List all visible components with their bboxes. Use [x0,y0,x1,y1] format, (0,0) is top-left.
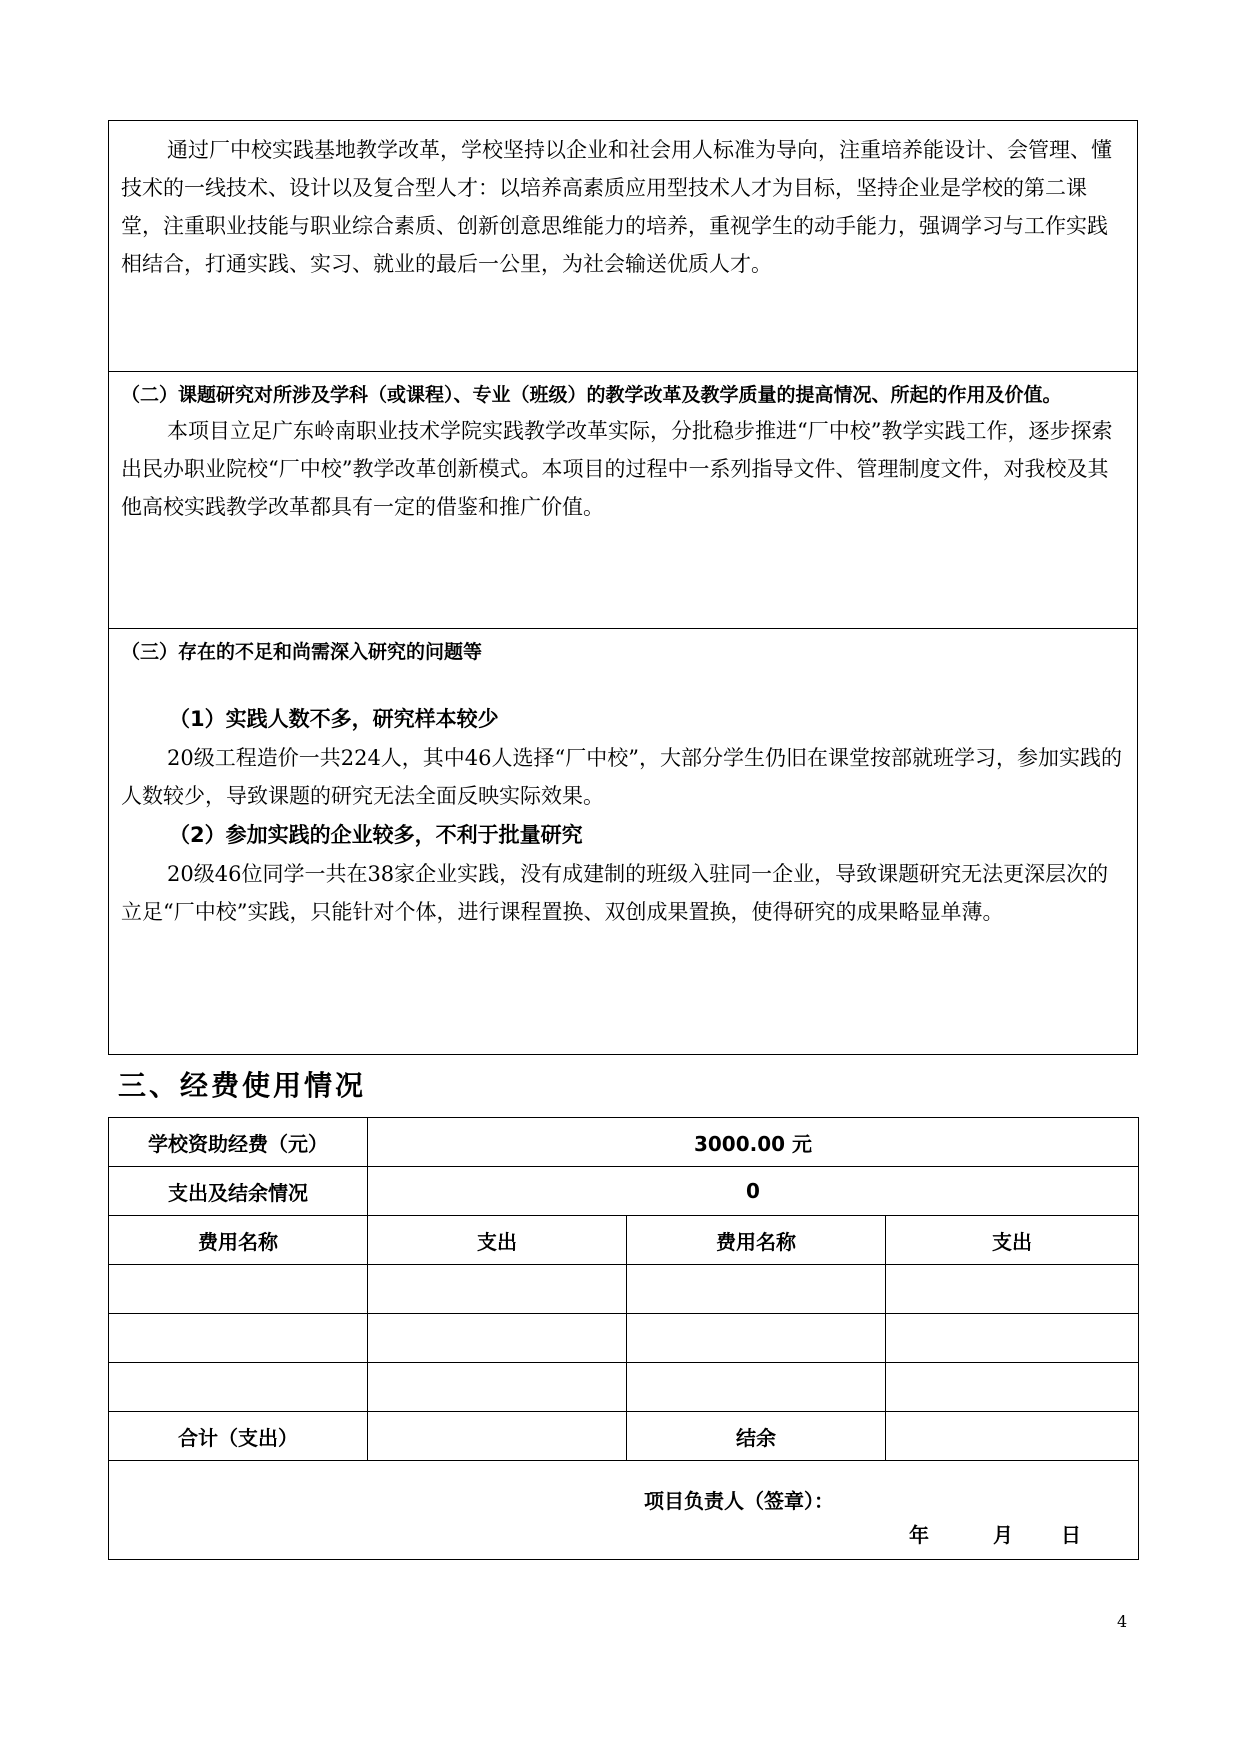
table-cell [886,1363,1139,1412]
school-funding-value: 3000.00 元 [368,1118,1139,1167]
section2-box [108,371,1138,629]
balance-label: 支出及结余情况 [109,1167,368,1216]
section2-heading: （二）课题研究对所涉及学科（或课程）、专业（班级）的教学改革及教学质量的提高情况、所起的作用及价值。 [121,384,1062,406]
date-year: 年 [909,1523,929,1547]
table-cell [627,1314,886,1363]
table-cell [368,1265,627,1314]
table-cell [368,1314,627,1363]
table-row [109,1314,1139,1363]
column-header-expense-name: 费用名称 [627,1216,886,1265]
page-number: 4 [1117,1612,1128,1631]
table-cell [109,1363,368,1412]
date-day: 日 [1061,1523,1081,1547]
section3-box [108,628,1138,1055]
table-row [109,1412,1139,1461]
column-header-expense: 支出 [368,1216,627,1265]
table-cell [109,1314,368,1363]
section1-box [108,120,1138,372]
table-cell [368,1363,627,1412]
funding-table [108,1117,1139,1560]
section3-heading: （三）存在的不足和尚需深入研究的问题等 [121,641,483,663]
section2-paragraph: 本项目立足广东岭南职业技术学院实践教学改革实际，分批稳步推进“厂中校”教学实践工作，逐步探索出民办职业院校“厂中校”教学改革创新模式。本项目的过程中一系列指导文件、管理制度文件，对我校及其他高校实践教学改革都具有一定的借鉴和推广价值。 [121,419,1113,519]
table-header-row [109,1216,1139,1265]
table-row [109,1167,1139,1216]
column-header-expense-name: 费用名称 [109,1216,368,1265]
signature-cell [109,1461,1139,1560]
date-month: 月 [993,1523,1013,1547]
column-header-expense: 支出 [886,1216,1139,1265]
school-funding-label: 学校资助经费（元） [109,1118,368,1167]
table-cell [886,1265,1139,1314]
section3-item1-title: （1）实践人数不多，研究样本较少 [169,707,499,731]
table-row [109,1363,1139,1412]
table-row [109,1118,1139,1167]
signature-label: 项目负责人（签章）： [644,1489,834,1513]
balance-value: 0 [368,1167,1139,1216]
section3-item2-paragraph: 20级46位同学一共在38家企业实践，没有成建制的班级入驻同一企业，导致课题研究无法更深层次的立足“厂中校”实践，只能针对个体，进行课程置换、双创成果置换，使得研究的成果略显单薄。 [121,862,1109,924]
signature-row [109,1461,1139,1560]
table-cell [886,1314,1139,1363]
table-cell [109,1265,368,1314]
table-cell [627,1363,886,1412]
remainder-label: 结余 [627,1412,886,1461]
table-cell [627,1265,886,1314]
table-row [109,1265,1139,1314]
section3-item1-paragraph: 20级工程造价一共224人，其中46人选择“厂中校”，大部分学生仍旧在课堂按部就班学习，参加实践的人数较少，导致课题的研究无法全面反映实际效果。 [121,746,1122,808]
total-label: 合计（支出） [109,1412,368,1461]
section1-paragraph: 通过厂中校实践基地教学改革，学校坚持以企业和社会用人标准为导向，注重培养能设计、会管理、懂技术的一线技术、设计以及复合型人才：以培养高素质应用型技术人才为目标，坚持企业是学校的第二课堂，注重职业技能与职业综合素质、创新创意思维能力的培养，重视学生的动手能力，强调学习与工作实践相结合，打通实践、实习、就业的最后一公里，为社会输送优质人才。 [121,138,1112,276]
section3-item2-title: （2）参加实践的企业较多，不利于批量研究 [169,823,583,847]
remainder-value [886,1412,1139,1461]
funding-section-title: 三、经费使用情况 [118,1069,367,1102]
total-value [368,1412,627,1461]
